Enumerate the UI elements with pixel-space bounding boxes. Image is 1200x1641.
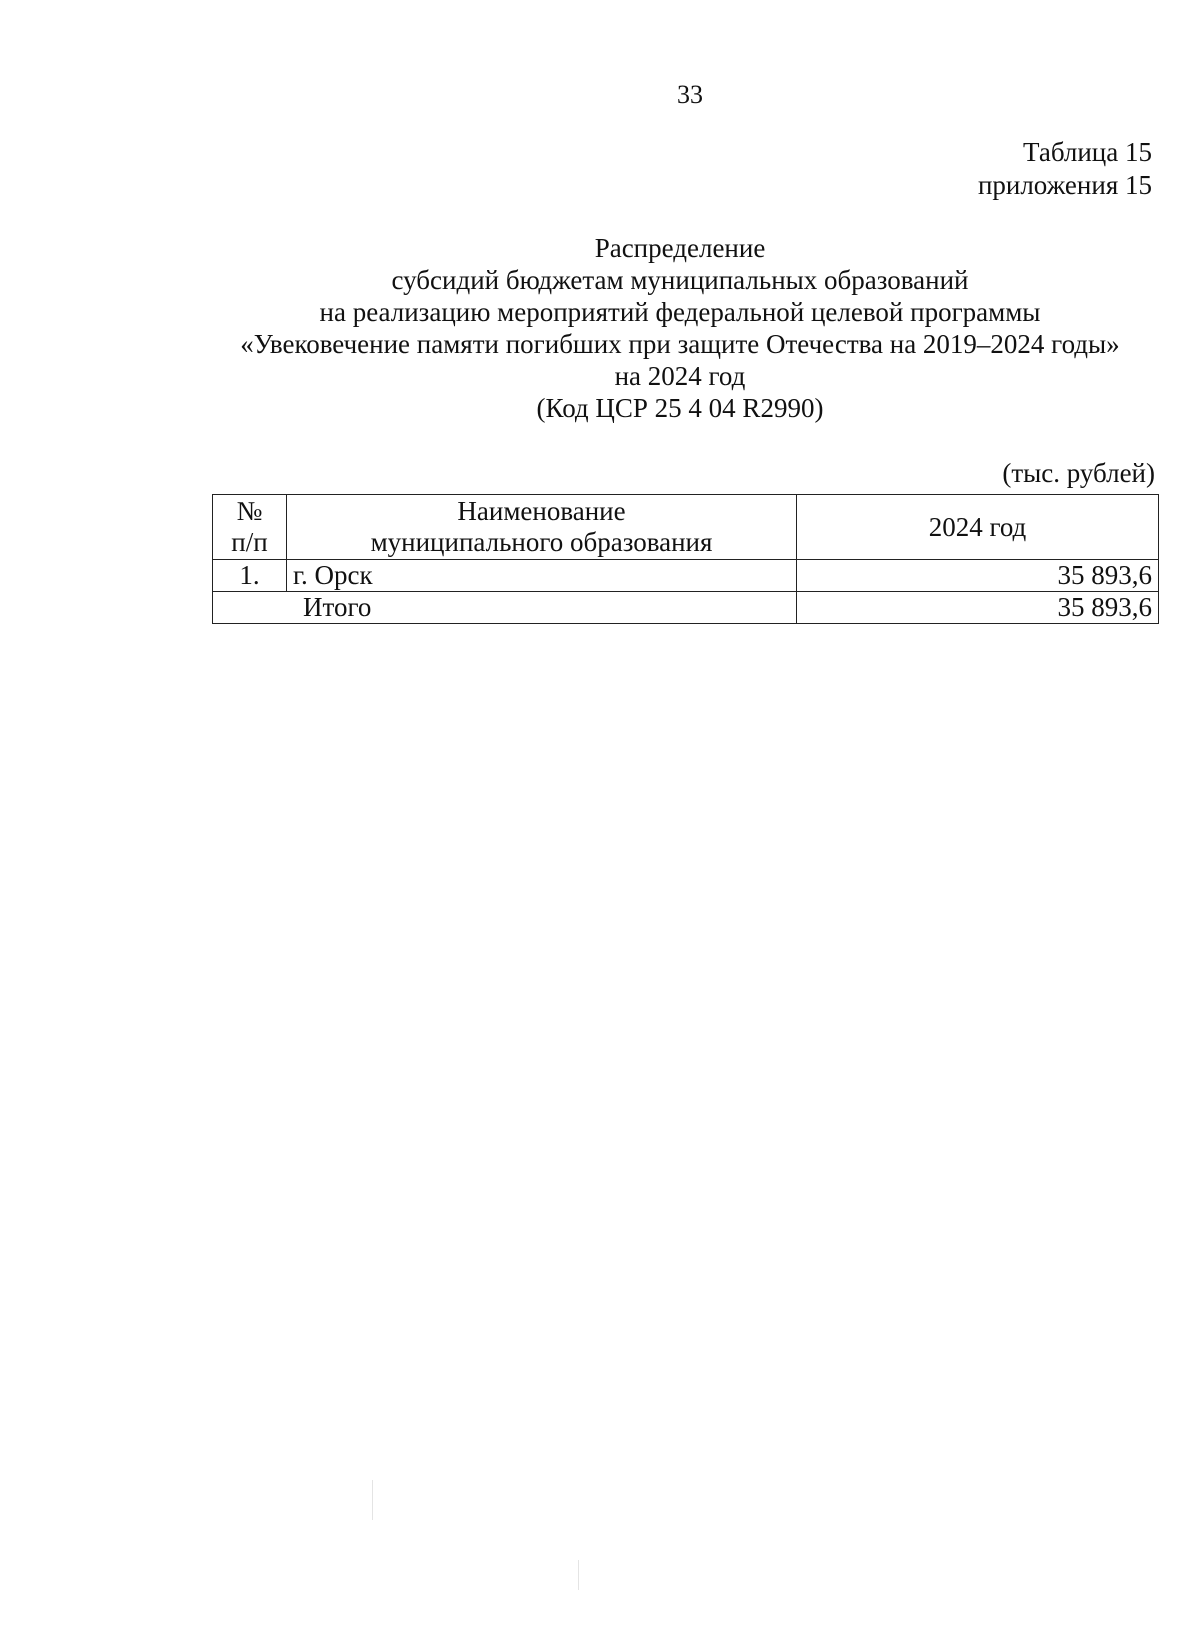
header-name-line: Наименование <box>457 496 626 526</box>
header-name <box>287 495 797 560</box>
row-municipality: г. Орск <box>287 560 797 592</box>
document-title <box>200 232 1160 424</box>
table-reference-line: приложения 15 <box>977 170 1152 200</box>
title-line: (Код ЦСР 25 4 04 R2990) <box>536 393 824 423</box>
table-reference-line: Таблица 15 <box>1023 137 1152 167</box>
total-label: Итого <box>213 592 797 624</box>
header-number <box>213 495 287 560</box>
title-line: Распределение <box>594 233 766 263</box>
header-number-symbol: № <box>236 496 263 526</box>
total-value: 35 893,6 <box>797 592 1159 624</box>
units-label: (тыс. рублей) <box>1002 458 1155 488</box>
title-line: на реализацию мероприятий федеральной целевой программы <box>319 297 1041 327</box>
row-number: 1. <box>213 560 287 592</box>
table-header-row <box>213 495 1159 560</box>
header-name-line: муниципального образования <box>370 527 713 557</box>
header-number-abbr: п/п <box>231 527 268 557</box>
table-row <box>213 560 1159 592</box>
title-line: на 2024 год <box>614 361 746 391</box>
row-value: 35 893,6 <box>797 560 1159 592</box>
title-line: «Увековечение памяти погибших при защите Отечества на 2019–2024 годы» <box>240 329 1120 359</box>
scan-artifact-line <box>578 1560 579 1590</box>
page-number: 33 <box>677 80 703 109</box>
header-year: 2024 год <box>797 495 1159 560</box>
table-reference <box>978 136 1152 202</box>
total-row <box>213 592 1159 624</box>
title-line: субсидий бюджетам муниципальных образований <box>391 265 969 295</box>
scan-artifact-line <box>372 1480 373 1520</box>
distribution-table <box>212 494 1159 624</box>
